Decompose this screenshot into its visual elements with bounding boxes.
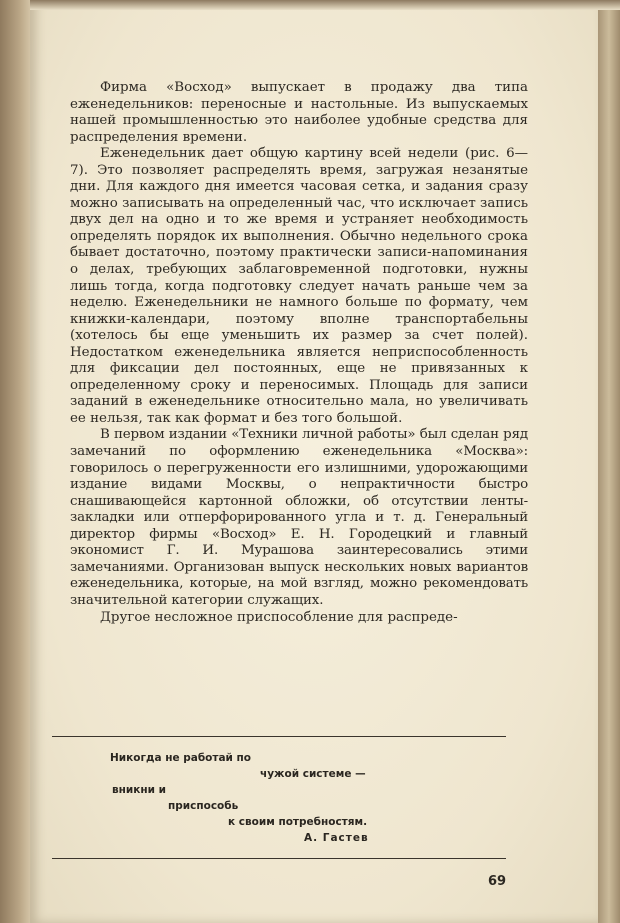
page-number: 69 [488, 874, 507, 889]
epigraph-bottom-rule [52, 858, 506, 859]
paragraph: Еженедельник дает общую картину всей недели (рис. 6—7). Это позволяет распределять время, загружая незанятые дни. Для каждого дня имеется часовая сетка, и задания сразу можно записывать на определенный час, что исключает запись двух дел на одно и то же время и устраняет необходимость определять порядок их выполнения. Обычно недельного срока бывает достаточно, поэтому практически записи-напоминания о делах, требующих заблаговременной подготовки, нужны лишь тогда, когда подготовку следует начать раньше чем за неделю. Еженедельники не намного больше по формату, чем книжки-календари, поэтому вполне транспортабельны (хотелось бы еще уменьшить их размер за счет полей). Недостатком еженедельника является неприспособленность для фиксации дел постоянных, еще не привязанных к определенному сроку и переносимых. Площадь для записи заданий в еженедельнике относительно мала, но увеличивать ее нельзя, так как формат и без того большой. [70, 146, 528, 426]
paragraph-continued: Другое несложное приспособление для распреде- [100, 609, 458, 625]
book-spine-edge [0, 0, 32, 923]
epigraph [52, 736, 506, 858]
paragraph: Фирма «Восход» выпускает в продажу два типа еженедельников: переносные и настольные. Из выпускаемых нашей промышленностью это наиболее удобные средства для распределения времени. [70, 80, 528, 145]
epigraph-author: А. Гастев [304, 832, 369, 844]
main-text [70, 80, 528, 626]
epigraph-line: приспособь [168, 800, 239, 812]
paragraph: В первом издании «Техники личной работы» был сделан ряд замечаний по оформлению еженедельника «Москва»: говорилось о перегруженности его излишними, удорожающими издание видами Москвы, о непрактичности быстро снашивающейся картонной обложки, об отсутствии ленты-закладки или отперфорированного угла и т. д. Генеральный директор фирмы «Восход» Е. Н. Городецкий и главный экономист Г. И. Мурашова заинтересовались этими замечаниями. Организован выпуск нескольких новых вариантов еженедельника, которые, на мой взгляд, можно рекомендовать значительной категории служащих. [70, 427, 528, 608]
epigraph-line: к своим потребностям. [228, 816, 368, 828]
epigraph-line: вникни и [112, 784, 167, 796]
page-top-edge [30, 0, 620, 10]
epigraph-line: Никогда не работай по [110, 752, 252, 764]
page-stack-edge [598, 0, 620, 923]
epigraph-line: чужой системе — [260, 768, 366, 780]
